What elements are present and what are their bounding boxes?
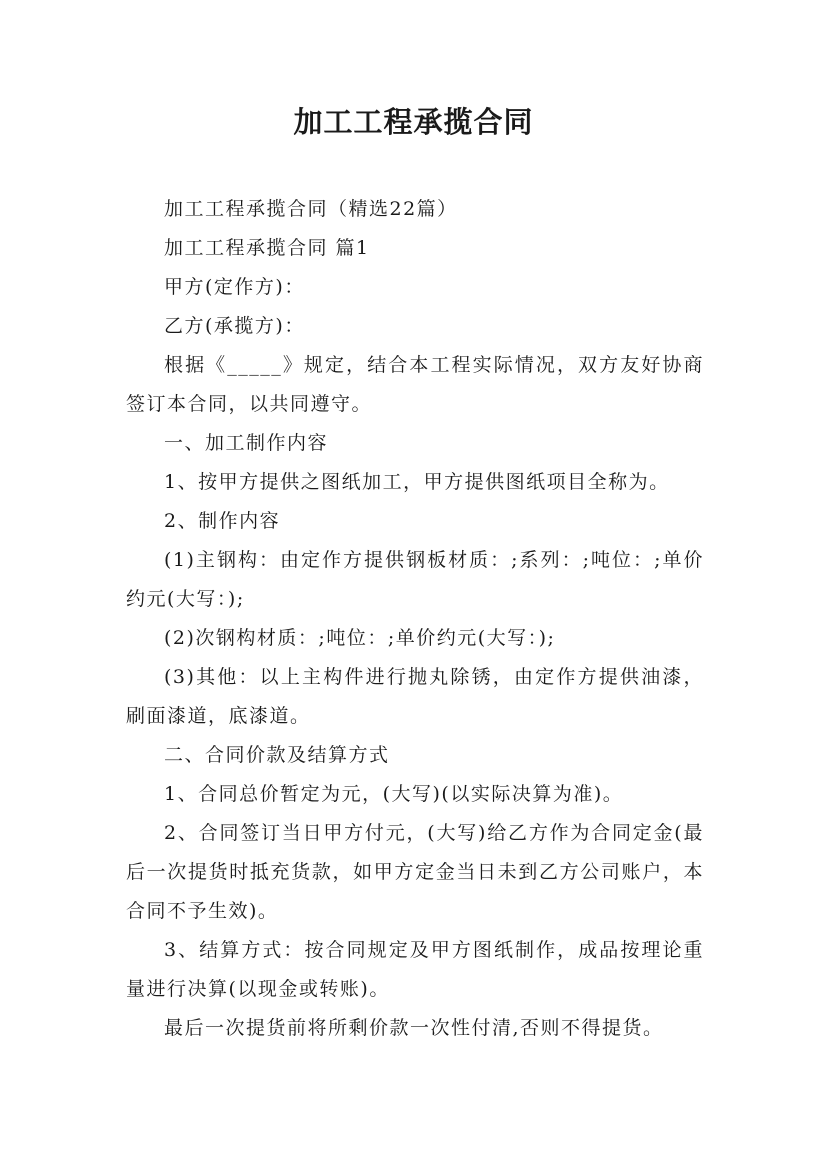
paragraph-part-label: 加工工程承揽合同 篇1 — [164, 237, 370, 259]
paragraph-item: 2、合同签订当日甲方付元，(大写)给乙方作为合同定金(最后一次提货时抵充货款，如甲方定金当日未到乙方公司账户，本合同不予生效)。 — [126, 822, 704, 922]
paragraph-party-a: 甲方(定作方)： — [164, 276, 305, 298]
paragraph-item: 3、结算方式：按合同规定及甲方图纸制作，成品按理论重量进行决算(以现金或转账)。 — [126, 939, 704, 1000]
section-heading-1: 一、加工制作内容 — [164, 432, 329, 454]
paragraph-item: (1)主钢构：由定作方提供钢板材质：;系列：;吨位：;单价约元(大写：); — [126, 549, 704, 610]
section-heading-2: 二、合同价款及结算方式 — [164, 744, 390, 766]
paragraph-heading: 加工工程承揽合同（精选22篇） — [164, 198, 458, 220]
paragraph-item: 最后一次提货前将所剩价款一次性付清,否则不得提货。 — [164, 1017, 664, 1039]
paragraph-item: (3)其他：以上主构件进行抛丸除锈，由定作方提供油漆，刷面漆道，底漆道。 — [126, 666, 704, 727]
document-title: 加工工程承揽合同 — [293, 105, 534, 139]
paragraph-item: 1、合同总价暂定为元，(大写)(以实际决算为准)。 — [164, 783, 624, 805]
paragraph-item: 1、按甲方提供之图纸加工，甲方提供图纸项目全称为。 — [164, 471, 670, 493]
document-body — [126, 190, 704, 1048]
paragraph-item: 2、制作内容 — [164, 510, 281, 532]
paragraph-party-b: 乙方(承揽方)： — [164, 315, 305, 337]
paragraph-basis: 根据《_____》规定，结合本工程实际情况，双方友好协商签订本合同，以共同遵守。 — [126, 354, 704, 415]
paragraph-item: (2)次钢构材质：;吨位：;单价约元(大写：); — [164, 627, 556, 649]
